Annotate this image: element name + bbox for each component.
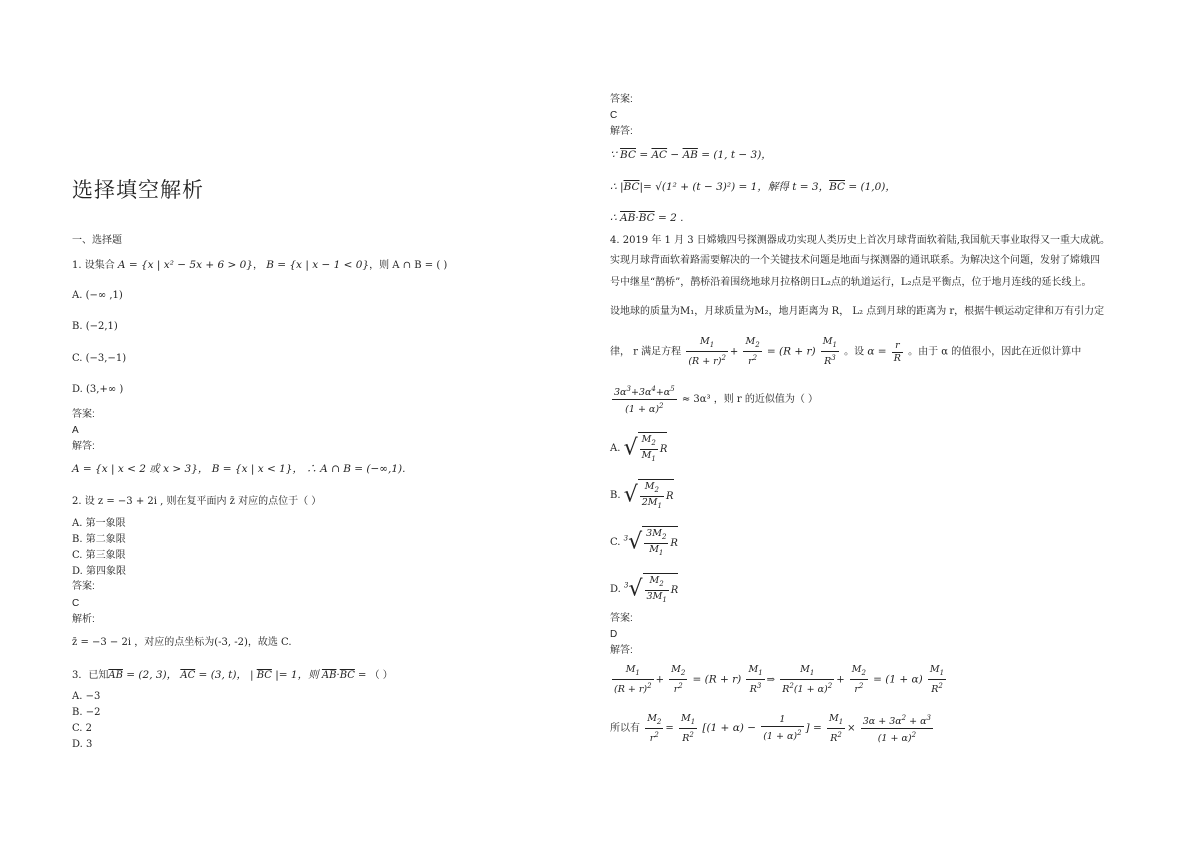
q1-solution: A = {x | x < 2 或 x > 3}， B = {x | x < 1}， ∴ A ∩ B = (−∞,1). — [72, 463, 406, 475]
q3-option-a: A. −3 — [72, 691, 101, 702]
q2-stem: 2. 设 z = −3 + 2i , 则在复平面内 z̄ 对应的点位于（ ） — [72, 496, 322, 507]
q4-stem-line5-c: 。由于 α 的值很小，因此在近似计算中 — [908, 346, 1082, 358]
q4-eq-frac2: $\frac{M_2}{r^2}$ — [745, 336, 760, 368]
q4-solution-label: 解答: — [610, 645, 633, 656]
q1-option-c: C. (−3,−1) — [72, 353, 127, 364]
q2-solution-label: 解析: — [72, 614, 95, 625]
q1-option-d: D. (3,+∞ ) — [72, 384, 124, 395]
q4-sol-prefix: 所以有 — [610, 723, 640, 735]
q3-sol-line3-head: ∴ — [610, 212, 621, 224]
q4-option-c: C. $^3$√ $\frac{3M_2}{M_1}$ R — [610, 528, 678, 557]
q1-stem: 1. 设集合 A = {x | x² − 5x + 6 > 0}， B = {x | x − 1 < 0}，则 A ∩ B = ( ) — [72, 259, 448, 271]
q1-set-b: B = {x | x − 1 < 0} — [266, 259, 370, 271]
q2-option-c: C. 第三象限 — [72, 550, 126, 561]
q3-bc-value: |= 1，则 — [271, 669, 322, 681]
q4-option-b: B. √ $\frac{M_2}{2M_1}$ R — [610, 481, 674, 510]
q1-set-a: A = {x | x² − 5x + 6 > 0} — [117, 259, 253, 271]
q3-sol-vec-bc-2: $\overline{BC}$ — [623, 181, 640, 193]
q3-ab-value: = (2, 3)， — [122, 669, 178, 681]
q3-sol-line2-head: ∴ | — [610, 181, 624, 193]
q2-option-d: D. 第四象限 — [72, 566, 127, 577]
q3-solution-line1: ∵ $\overline{BC} = \overline{AC} - \overline{AB} = (1$, t − 3)， — [610, 149, 772, 161]
q2-answer-label: 答案: — [72, 581, 95, 592]
q4-option-c-label: C. — [610, 536, 621, 548]
q3-solution-line3: ∴ $\overline{AB}\cdot\overline{BC} = 2$ . — [610, 212, 684, 224]
q4-alpha-frac: $\frac{r}{R}$ — [893, 339, 901, 364]
q4-stem-line2: 实现月球背面软着路需要解决的一个关键技术问题是地面与探测器的通讯联系。为解决这个问题，发射了嫦娥四 — [610, 255, 1100, 266]
q4-stem-line6-text: ≈ 3α³ ，则 r 的近似值为（ ） — [681, 394, 819, 406]
q4-stem-line1: 4. 2019 年 1 月 3 日嫦娥四号探测器成功实现人类历史上首次月球背面软着陆,我国航天事业取得又一重大成就。 — [610, 235, 1110, 246]
q3-sol-vec-bc-4: $\overline{BC}$ — [638, 212, 655, 224]
q3-option-b: B. −2 — [72, 707, 101, 718]
q3-vec-ac: $\overline{AC}$ — [180, 670, 196, 681]
q4-solution-line1: $\frac{M_1}{(R + r)^2}$ + $\frac{M_2}{r^2}$ = (R + r) $\frac{M_1}{R^3}$ ⇒ $\frac{M_1}{R^2(1 + \alpha)^2}$ + $\frac{M_2}{r^2}$ = (1 + α) $\frac{M_1}{R^2}$ — [614, 664, 945, 696]
q3-option-d: D. 3 — [72, 739, 93, 750]
q4-option-a-label: A. — [610, 442, 621, 454]
q3-stem-suffix: = （ ） — [354, 670, 393, 681]
q4-answer-label: 答案: — [610, 613, 633, 624]
q2-answer: C — [72, 598, 80, 609]
q1-stem-prefix: 1. 设集合 — [72, 260, 115, 271]
q1-option-a: A. (−∞ ,1) — [72, 290, 123, 301]
q4-eq-frac3: $\frac{M_1}{R^3}$ — [822, 336, 837, 368]
q3-vec-ab-2: $\overline{AB}$ — [321, 670, 337, 681]
section-heading: 一、选择题 — [72, 235, 122, 246]
q4-answer: D — [610, 629, 618, 640]
q3-sol-vec-ab-2: $\overline{AB}$ — [620, 212, 636, 224]
q3-sol-line2-tail: = (1,0)， — [845, 181, 896, 193]
q3-solution-label: 解答: — [610, 126, 633, 137]
q4-option-b-label: B. — [610, 489, 621, 501]
q3-sol-line2-mid: |= √(1² + (t − 3)²) = 1，解得 t = 3， — [639, 181, 830, 193]
q1-answer-label: 答案: — [72, 409, 95, 420]
q3-stem-prefix: 3．已知 — [72, 670, 109, 681]
q3-option-c: C. 2 — [72, 723, 93, 734]
q1-solution-label: 解答: — [72, 441, 95, 452]
q2-option-b: B. 第二象限 — [72, 534, 126, 545]
q3-stem: 3．已知$\overline{AB} = (2$, 3)， $\overline{AC} = (3$, t)， | $\overline{BC}$ |= 1，则 $\overline{AB}\cdot\overline{BC}$ = （ ） — [72, 669, 393, 681]
q2-solution: z̄ = −3 − 2i ，对应的点坐标为(-3, -2)，故选 C. — [72, 637, 292, 648]
q3-solution-line2 — [610, 180, 896, 194]
doc-title: 选择填空解析 — [72, 178, 204, 202]
q4-eq-frac1: $\frac{M_1}{(R + r)^2}$ — [688, 336, 726, 368]
q3-answer-label: 答案: — [610, 94, 633, 105]
q4-stem-line6 — [610, 383, 818, 416]
q3-vec-bc: $\overline{BC}$ — [256, 670, 272, 681]
q3-vec-bc-2: $\overline{BC}$ — [339, 670, 355, 681]
q3-ac-value: = (3, t)， — [195, 669, 247, 681]
q3-sol-vec-bc-3: $\overline{BC}$ — [829, 181, 846, 193]
q4-stem-line5: 律， r 满足方程 $\frac{M_1}{(R + r)^2}$ + $\frac{M_2}{r^2}$ = (R + r) $\frac{M_1}{R^3}$ 。设 α = $\frac{r}{R}$ 。由于 α 的值很小，因此在近似计算中 — [610, 336, 1082, 368]
q3-sol-vec-ac: $\overline{AC}$ — [651, 149, 668, 161]
q4-approx-frac: $\frac{3\alpha^3+3\alpha^4+\alpha^5}{(1 + \alpha)^2}$ — [614, 385, 675, 416]
q2-option-a: A. 第一象限 — [72, 518, 126, 529]
q4-solution-line2: 所以有 $\frac{M_2}{r^2}$ = $\frac{M_1}{R^2}$ [(1 + α) − $\frac{1}{(1 + \alpha)^2}$ ] = $\frac{M_1}{R^2}$ × $\frac{3\alpha + 3\alpha^2 + \alpha^3}{(1 + \alpha)^2}$ — [610, 712, 932, 745]
q4-option-d-label: D. — [610, 583, 621, 595]
q1-answer: A — [72, 425, 79, 436]
q4-stem-line5-a: 律， r 满足方程 — [610, 346, 682, 358]
q4-option-d: D. $^3$√ $\frac{M_2}{3M_1}$ R — [610, 575, 679, 604]
q4-option-a: A. √ $\frac{M_2}{M_1}$ R — [610, 434, 668, 463]
q3-sol-vec-bc: $\overline{BC}$ — [620, 149, 636, 161]
q1-option-b: B. (−2,1) — [72, 321, 118, 332]
q3-sol-line3-tail: = 2 . — [654, 212, 684, 224]
q4-stem-line3: 号中继星“鹊桥”，鹊桥沿着围绕地球月拉格朗日L₂点的轨道运行，L₂点是平衡点，位于地月连线的延长线上。 — [610, 277, 1092, 288]
q3-vec-ab: $\overline{AB}$ — [108, 670, 123, 681]
q3-answer: C — [610, 110, 618, 121]
q4-stem-line4: 设地球的质量为M₁，月球质量为M₂，地月距离为 R， L₂ 点到月球的距离为 r，根据牛顿运动定律和万有引力定 — [610, 306, 1105, 317]
q3-sol-vec-ab: $\overline{AB}$ — [682, 149, 698, 161]
q3-sol-line1-tail: = (1, t − 3)， — [697, 149, 772, 161]
q1-stem-suffix: ，则 A ∩ B = ( ) — [369, 260, 448, 271]
q4-stem-line5-b: 。设 — [844, 346, 865, 358]
